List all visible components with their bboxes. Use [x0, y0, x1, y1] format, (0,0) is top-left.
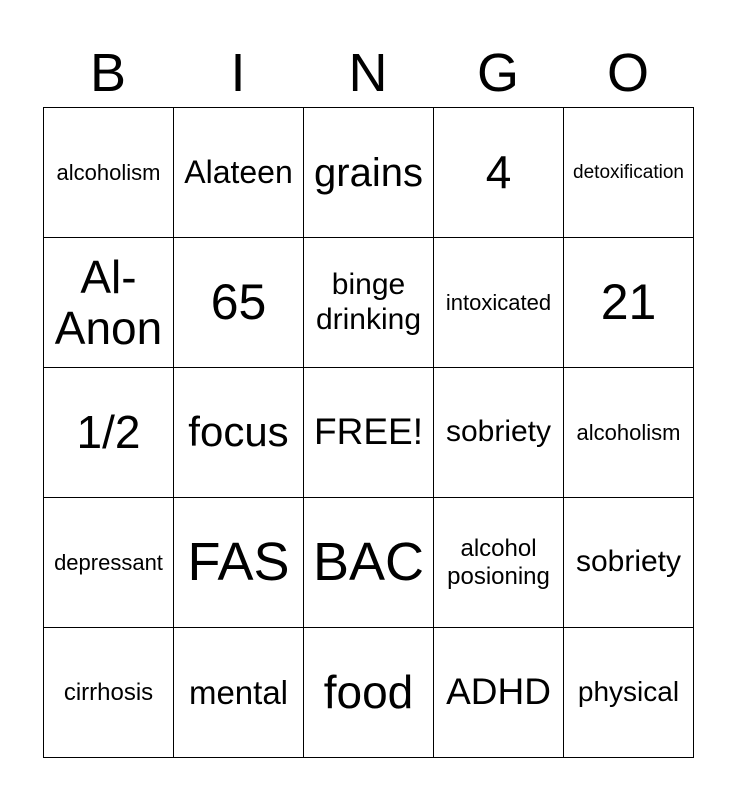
- bingo-cell[interactable]: [564, 368, 694, 498]
- cell-text: sobriety: [445, 415, 552, 449]
- bingo-cell[interactable]: [304, 238, 434, 368]
- bingo-cell[interactable]: [564, 108, 694, 238]
- header-letter-g: G: [476, 43, 519, 103]
- bingo-cell[interactable]: [44, 238, 174, 368]
- bingo-cell[interactable]: [174, 238, 304, 368]
- header-letter-i: I: [230, 43, 246, 103]
- cell-text: ADHD: [446, 671, 551, 713]
- bingo-cell[interactable]: [564, 238, 694, 368]
- bingo-cell[interactable]: [174, 368, 304, 498]
- bingo-cell[interactable]: [304, 628, 434, 758]
- bingo-cell[interactable]: [44, 628, 174, 758]
- cell-text: intoxicated: [445, 289, 552, 315]
- bingo-cell[interactable]: [174, 108, 304, 238]
- header-letter-b: B: [89, 43, 127, 103]
- bingo-cell[interactable]: [434, 238, 564, 368]
- cell-text: BAC: [312, 531, 425, 592]
- bingo-cell[interactable]: [174, 498, 304, 628]
- free-space-cell[interactable]: [304, 368, 434, 498]
- bingo-cell[interactable]: [44, 498, 174, 628]
- cell-text: alcoholism: [576, 419, 681, 445]
- bingo-cell[interactable]: [434, 498, 564, 628]
- cell-text: Al-Anon: [54, 250, 163, 354]
- bingo-cell[interactable]: [434, 108, 564, 238]
- cell-text: 21: [600, 274, 657, 330]
- bingo-cell[interactable]: [564, 628, 694, 758]
- cell-text: Alateen: [184, 154, 293, 191]
- header-letter-n: N: [348, 43, 388, 103]
- bingo-cell[interactable]: [174, 628, 304, 758]
- header-letter-o: O: [606, 43, 649, 103]
- bingo-cell[interactable]: [44, 108, 174, 238]
- bingo-cell[interactable]: [564, 498, 694, 628]
- bingo-cell[interactable]: [304, 108, 434, 238]
- cell-text: FAS: [187, 531, 290, 592]
- cell-text: 1/2: [76, 406, 141, 459]
- cell-text: 65: [210, 274, 267, 330]
- cell-text: FREE!: [314, 411, 423, 453]
- cell-text: depressant: [54, 549, 163, 575]
- bingo-cell[interactable]: [434, 368, 564, 498]
- cell-text: alcoholism: [56, 159, 161, 185]
- bingo-cell[interactable]: [434, 628, 564, 758]
- cell-text: detoxification: [573, 161, 684, 183]
- bingo-cell[interactable]: [304, 498, 434, 628]
- bingo-header: [43, 40, 693, 106]
- cell-text: grains: [314, 150, 423, 195]
- cell-text: cirrhosis: [63, 678, 154, 706]
- cell-text: mental: [188, 673, 289, 711]
- cell-text: focus: [188, 408, 289, 456]
- cell-text: physical: [577, 676, 680, 708]
- cell-text: sobriety: [575, 545, 682, 579]
- cell-text: 4: [485, 146, 512, 199]
- bingo-cell[interactable]: [44, 368, 174, 498]
- cell-text: alcohol posioning: [447, 534, 550, 590]
- cell-text: food: [323, 666, 414, 719]
- bingo-card-grid: [43, 107, 694, 758]
- cell-text: binge drinking: [315, 268, 422, 336]
